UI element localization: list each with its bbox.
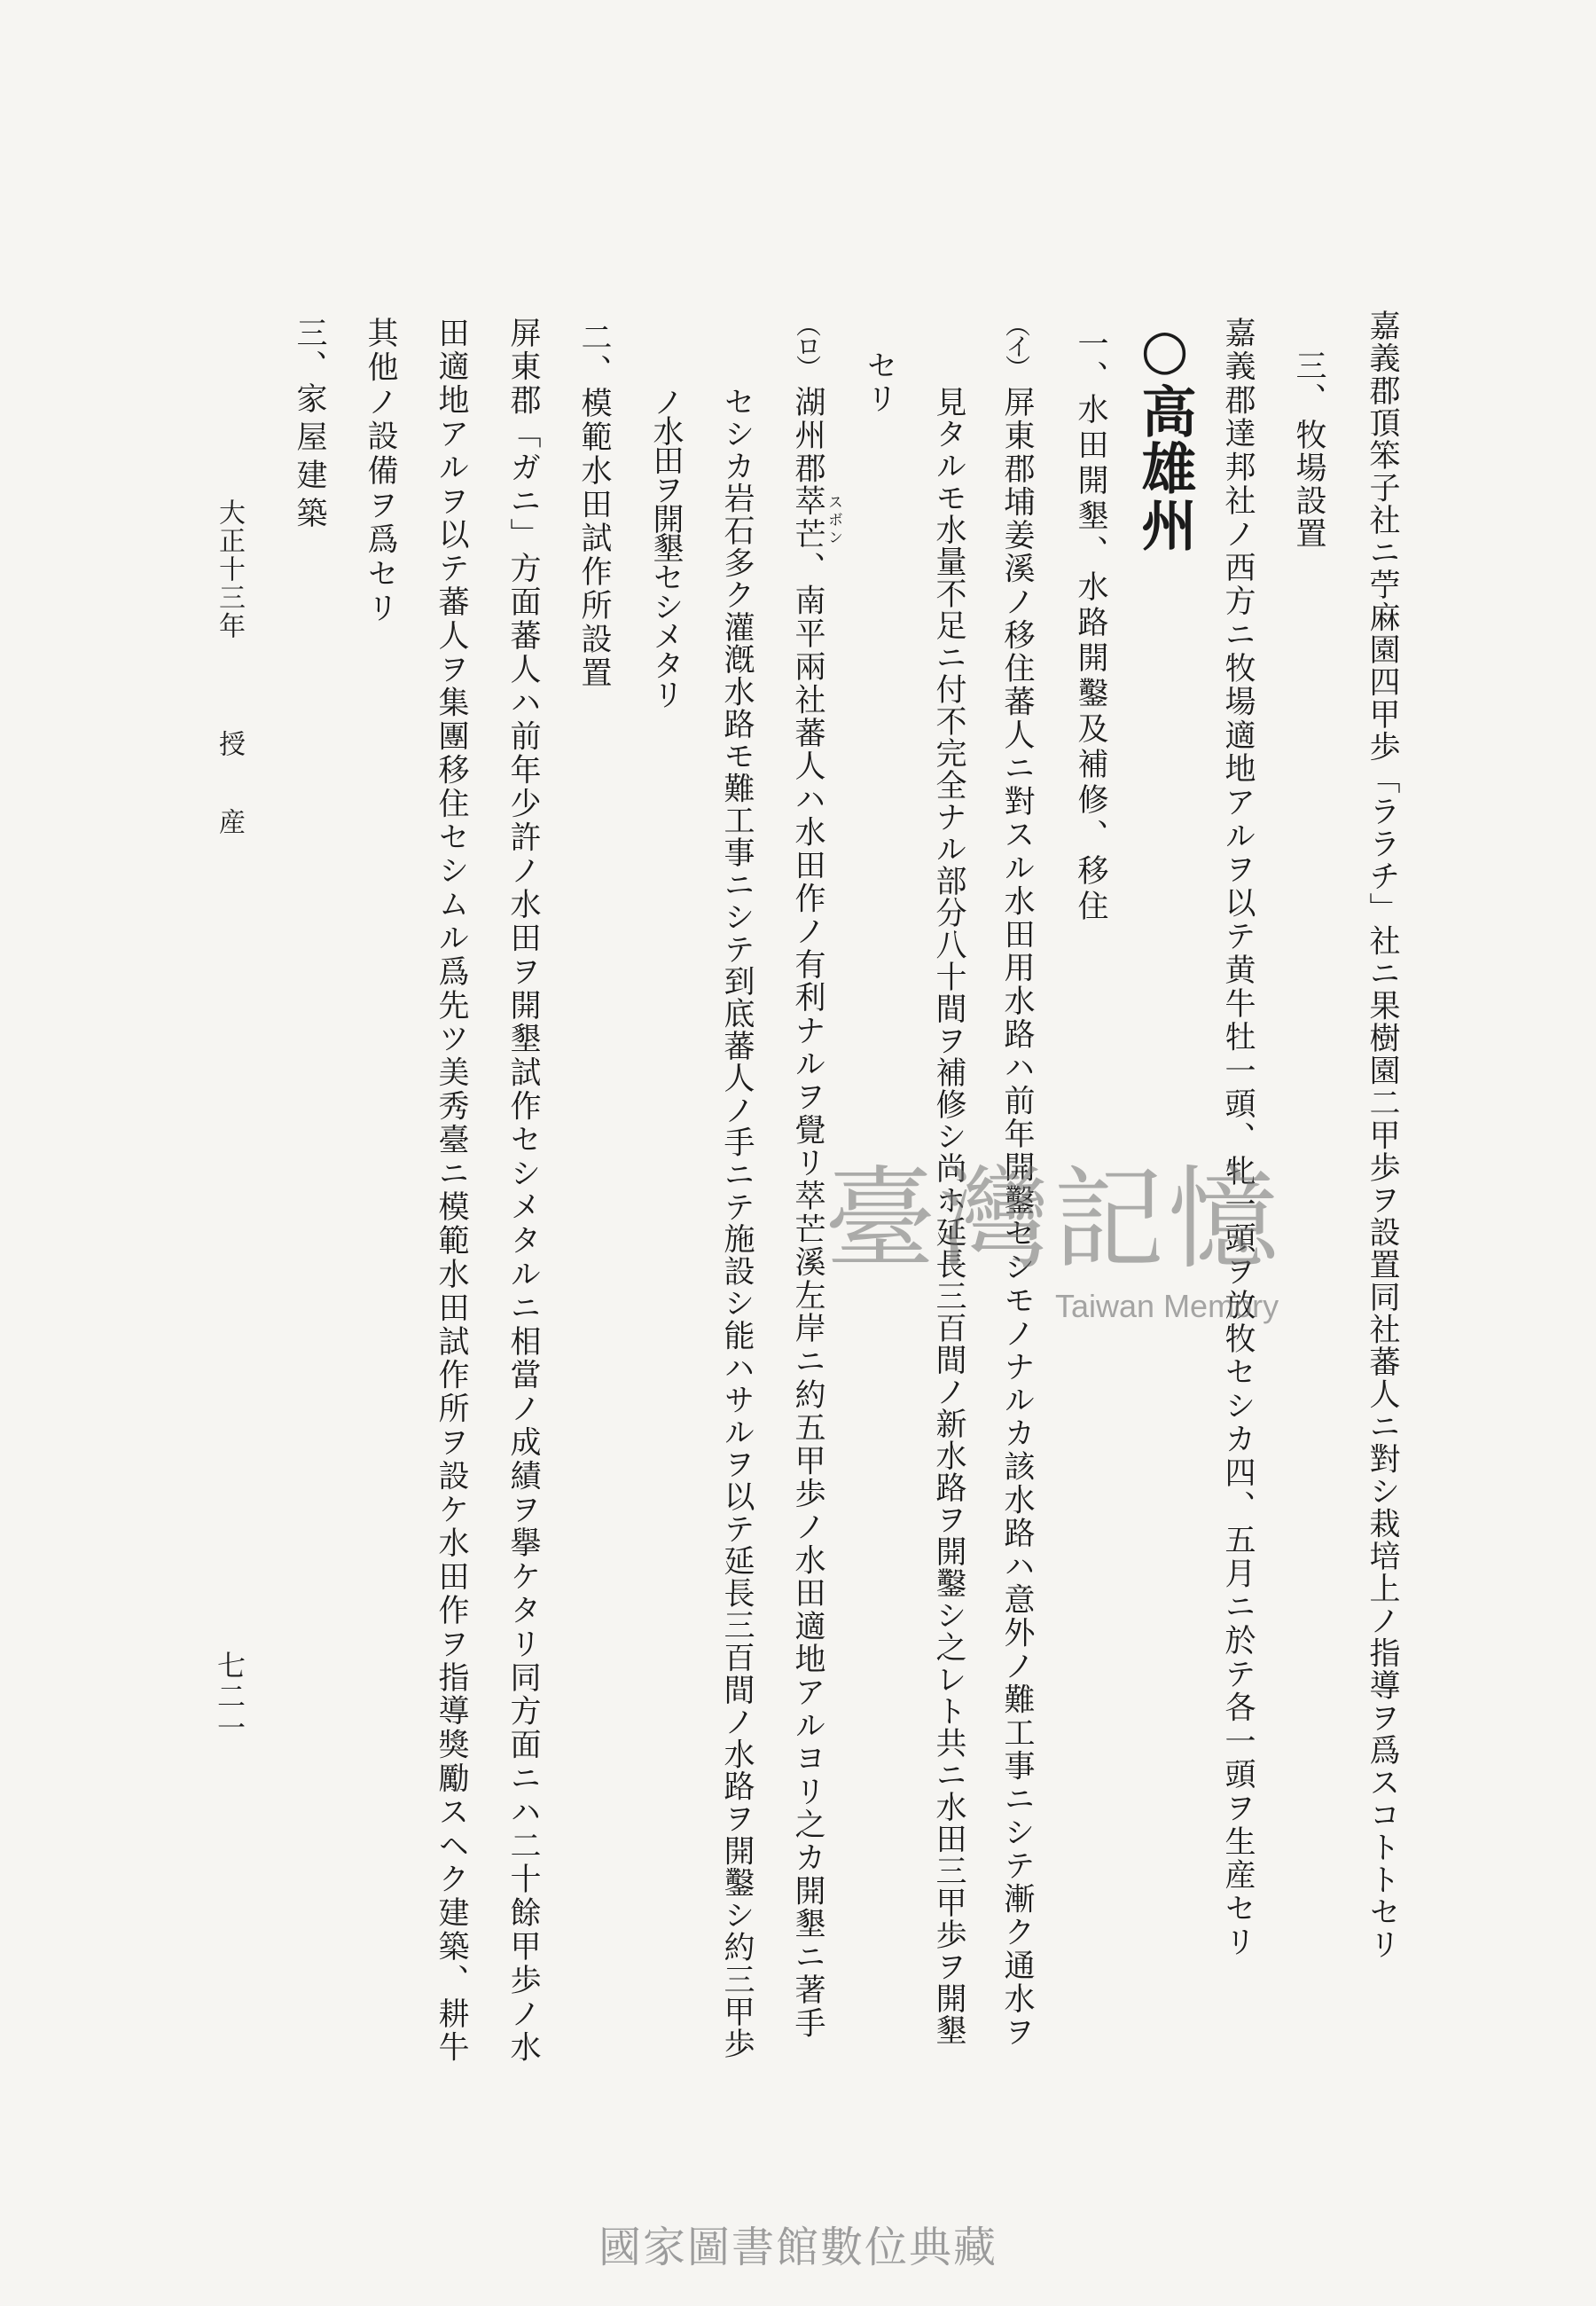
paragraph-ranch-body: 嘉義郡達邦社ノ西方ニ牧場適地アルヲ以テ黄牛牡一頭、牝一頭ヲ放牧セシカ四、五月ニ於テ各一頭ヲ生産セリ bbox=[1220, 317, 1256, 1960]
running-head-chapter: 授 bbox=[214, 730, 245, 757]
paragraph-chiayi-tail: 嘉義郡頂笨子社ニ苧麻園四甲歩「ララチ」社ニ果樹園二甲歩ヲ設置同社蕃人ニ對シ栽培上ノ指導ヲ爲スコトトセリ bbox=[1365, 310, 1400, 1961]
section-heading-housing bbox=[293, 317, 325, 535]
section-number: 三、 bbox=[292, 317, 327, 382]
text-line: 田適地アルヲ以テ蕃人ヲ集團移住セシムル爲先ツ美秀臺ニ模範水田試作所ヲ設ケ水田作ヲ指導獎勵スヘク建築、耕牛 bbox=[434, 317, 469, 2065]
item-label-ro: （ロ） bbox=[793, 312, 822, 376]
text-line: ノ水田ヲ開墾セシメタリ bbox=[648, 386, 684, 708]
section-number: 一、 bbox=[1073, 327, 1108, 393]
section-number: 三、 bbox=[1291, 349, 1326, 415]
footer-credit: 國家圖書館數位典藏 bbox=[598, 2223, 998, 2272]
section-title: 水田開墾、水路開鑿及補修、移住 bbox=[1073, 393, 1108, 925]
watermark-logo: 臺灣記憶 bbox=[825, 1156, 1282, 1284]
section-number: 二、 bbox=[576, 321, 612, 387]
text-line: 其他ノ設備ヲ爲セリ bbox=[363, 317, 398, 627]
furigana: スボン bbox=[825, 494, 842, 547]
page-number: 七二一 bbox=[213, 1651, 246, 1744]
text-line: 見タルモ水量不足ニ付不完全ナル部分八十間ヲ補修シ尚ホ延長三百間ノ新水路ヲ開鑿シ之レト共ニ水田三甲歩ヲ開墾 bbox=[931, 386, 966, 2046]
text-line: 屏東郡埔姜溪ノ移住蕃人ニ對スル水田用水路ハ前年開鑿セシモノナルカ該水路ハ意外ノ難工事ニシテ漸ク通水ヲ bbox=[999, 386, 1035, 2049]
section-title: 牧場設置 bbox=[1291, 419, 1326, 550]
text-line: 湖州郡萃芒、南平兩社蕃人ハ水田作ノ有利ナルヲ覺リ萃芒溪左岸ニ約五甲歩ノ水田適地アルヨリ之カ開墾ニ著手 bbox=[790, 386, 825, 2040]
text-line: セシカ岩石多ク灌漑水路モ難工事ニシテ到底蕃人ノ手ニテ施設シ能ハサルヲ以テ延長三百間ノ水路ヲ開鑿シ約三甲歩 bbox=[719, 386, 755, 2060]
section-heading-ranch bbox=[1293, 349, 1324, 550]
text-line: 屏東郡「ガニ」方面蕃人ハ前年少許ノ水田ヲ開墾試作セシメタルニ相當ノ成績ヲ擧ケタリ同方面ニハ二十餘甲歩ノ水 bbox=[505, 317, 541, 2065]
item-label-i: （イ） bbox=[1002, 312, 1031, 376]
running-head-chapter: 産 bbox=[214, 808, 245, 835]
section-heading-model-paddy bbox=[576, 321, 612, 690]
watermark-caption: Taiwan Memory bbox=[1055, 1288, 1279, 1324]
prefecture-heading: ○高雄州 bbox=[1132, 317, 1197, 553]
section-title: 模範水田試作所設置 bbox=[576, 387, 612, 690]
running-head-era: 大正十三年 bbox=[214, 498, 245, 640]
section-heading-paddy bbox=[1075, 327, 1106, 925]
section-title: 家屋建築 bbox=[292, 382, 327, 535]
text-line: セリ bbox=[862, 349, 897, 415]
